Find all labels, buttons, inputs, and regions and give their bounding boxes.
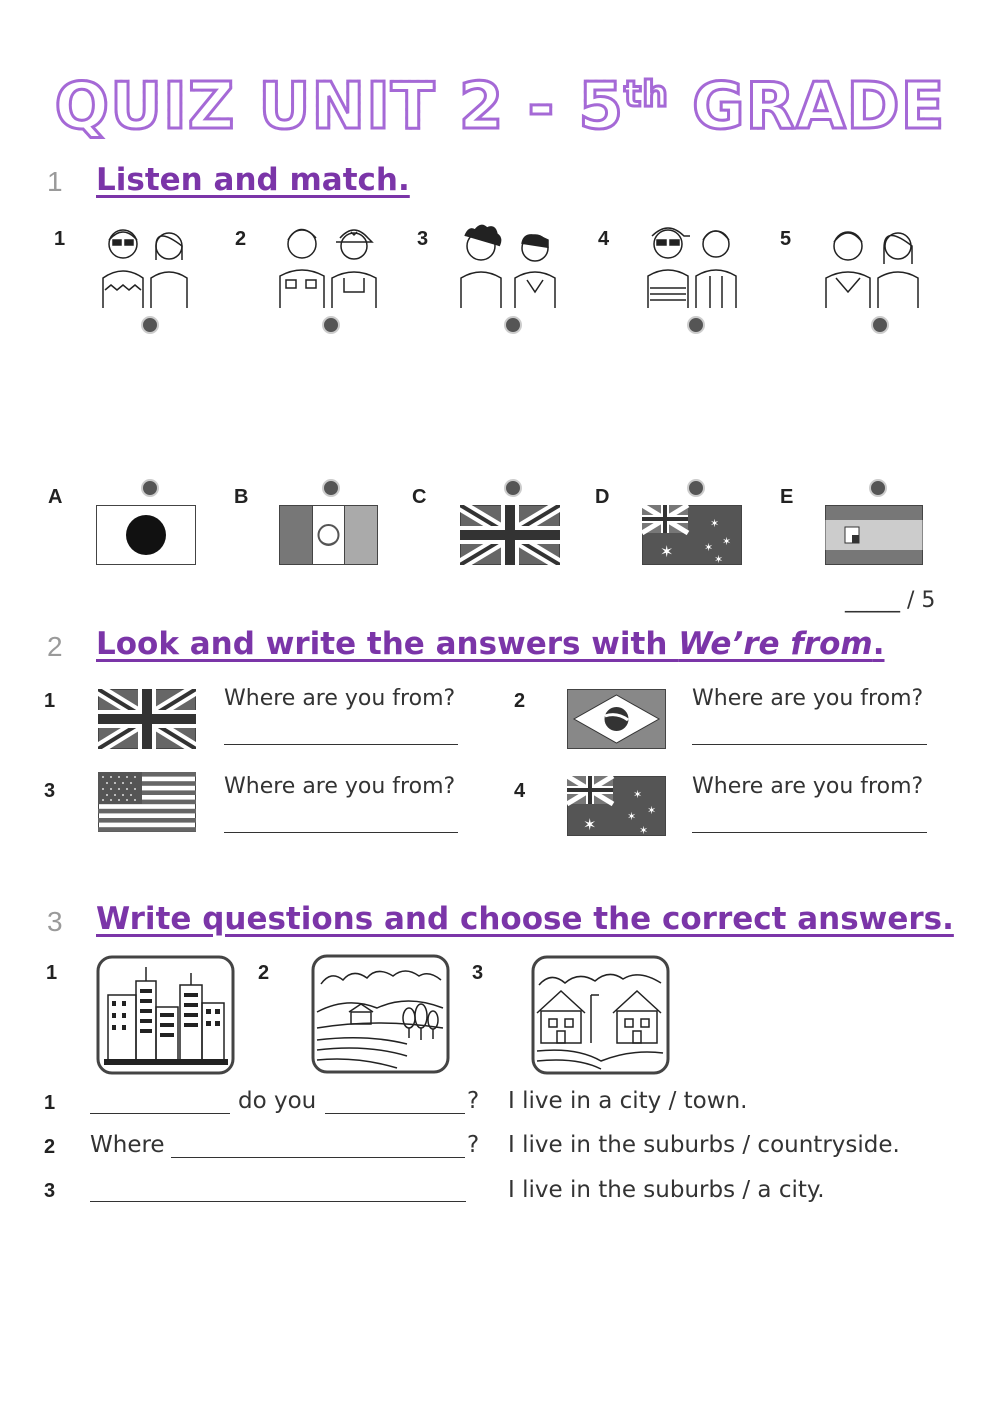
- question-text: Where are you from?: [692, 686, 924, 711]
- question-text: Where: [90, 1132, 165, 1158]
- answer-choice[interactable]: I live in a city / town.: [508, 1088, 748, 1114]
- match-dot[interactable]: [869, 479, 887, 497]
- match-dot[interactable]: [687, 479, 705, 497]
- usa-flag-icon: [98, 772, 196, 832]
- children-pair-illustration: [274, 218, 384, 310]
- svg-text:✶: ✶: [660, 542, 674, 561]
- match-dot[interactable]: [322, 316, 340, 334]
- match-dot[interactable]: [322, 479, 340, 497]
- item-label: 2: [514, 690, 526, 712]
- answer-line[interactable]: [90, 1201, 466, 1202]
- match-dot[interactable]: [687, 316, 705, 334]
- question-mark: ?: [467, 1132, 480, 1158]
- svg-text:✶: ✶: [714, 553, 724, 565]
- children-pair-illustration: [820, 222, 926, 310]
- question-text: do you: [238, 1088, 317, 1114]
- page-title: QUIZ UNIT 2 - 5th GRADE: [0, 70, 1000, 144]
- item-label: 1: [44, 1092, 56, 1114]
- item-label: 2: [44, 1136, 56, 1158]
- children-pair-illustration: [640, 218, 745, 310]
- suburbs-illustration: [531, 955, 670, 1075]
- item-label: 2: [235, 228, 247, 250]
- uk-flag-icon: [98, 689, 196, 749]
- question-text: Where are you from?: [224, 774, 456, 799]
- svg-text:✶: ✶: [704, 541, 714, 554]
- mexico-flag-icon: [279, 505, 378, 565]
- answer-line[interactable]: [692, 744, 927, 745]
- children-pair-illustration: [95, 222, 200, 310]
- svg-text:✶: ✶: [627, 810, 637, 823]
- match-dot[interactable]: [504, 479, 522, 497]
- item-label: 3: [472, 962, 484, 984]
- section-heading: Write questions and choose the correct answers.: [96, 901, 954, 937]
- answer-line[interactable]: [171, 1157, 465, 1158]
- item-label: C: [412, 486, 427, 508]
- answer-choice[interactable]: I live in the suburbs / countryside.: [508, 1132, 900, 1158]
- svg-text:✶: ✶: [647, 804, 657, 817]
- question-text: Where are you from?: [692, 774, 924, 799]
- item-label: 1: [44, 690, 56, 712]
- svg-text:✶: ✶: [710, 517, 720, 530]
- children-pair-illustration: [455, 222, 565, 310]
- brazil-flag-icon: [567, 689, 666, 749]
- answer-line[interactable]: [224, 832, 458, 833]
- question-mark: ?: [467, 1088, 480, 1114]
- countryside-illustration: [311, 954, 450, 1074]
- item-label: E: [780, 486, 794, 508]
- section-heading: Look and write the answers with We’re from.: [96, 626, 885, 662]
- item-label: 1: [46, 962, 58, 984]
- item-label: B: [234, 486, 249, 508]
- section-number: 3: [47, 906, 63, 937]
- item-label: 4: [514, 780, 526, 802]
- match-dot[interactable]: [141, 316, 159, 334]
- spain-flag-icon: [825, 505, 923, 565]
- item-label: D: [595, 486, 610, 508]
- item-label: 5: [780, 228, 792, 250]
- answer-line[interactable]: [224, 744, 458, 745]
- japan-flag-icon: [96, 505, 196, 565]
- section-number: 2: [47, 631, 63, 662]
- svg-text:✶: ✶: [639, 824, 649, 836]
- item-label: 3: [44, 1180, 56, 1202]
- svg-text:✶: ✶: [722, 535, 732, 548]
- section-heading: Listen and match.: [96, 162, 410, 198]
- answer-choice[interactable]: I live in the suburbs / a city.: [508, 1177, 825, 1203]
- item-label: 3: [417, 228, 429, 250]
- answer-line[interactable]: [692, 832, 927, 833]
- question-text: Where are you from?: [224, 686, 456, 711]
- item-label: 2: [258, 962, 270, 984]
- item-label: 3: [44, 780, 56, 802]
- svg-text:✶: ✶: [583, 815, 597, 834]
- australia-flag-icon: [642, 505, 742, 565]
- uk-flag-icon: [460, 505, 560, 565]
- item-label: A: [48, 486, 63, 508]
- score-field: _____ / 5: [845, 588, 936, 613]
- match-dot[interactable]: [141, 479, 159, 497]
- match-dot[interactable]: [871, 316, 889, 334]
- item-label: 4: [598, 228, 610, 250]
- match-dot[interactable]: [504, 316, 522, 334]
- australia-flag-icon: [567, 776, 666, 836]
- city-illustration: [96, 955, 235, 1075]
- item-label: 1: [54, 228, 66, 250]
- answer-line[interactable]: [90, 1113, 230, 1114]
- svg-text:✶: ✶: [633, 788, 643, 801]
- section-number: 1: [47, 166, 63, 197]
- answer-line[interactable]: [325, 1113, 465, 1114]
